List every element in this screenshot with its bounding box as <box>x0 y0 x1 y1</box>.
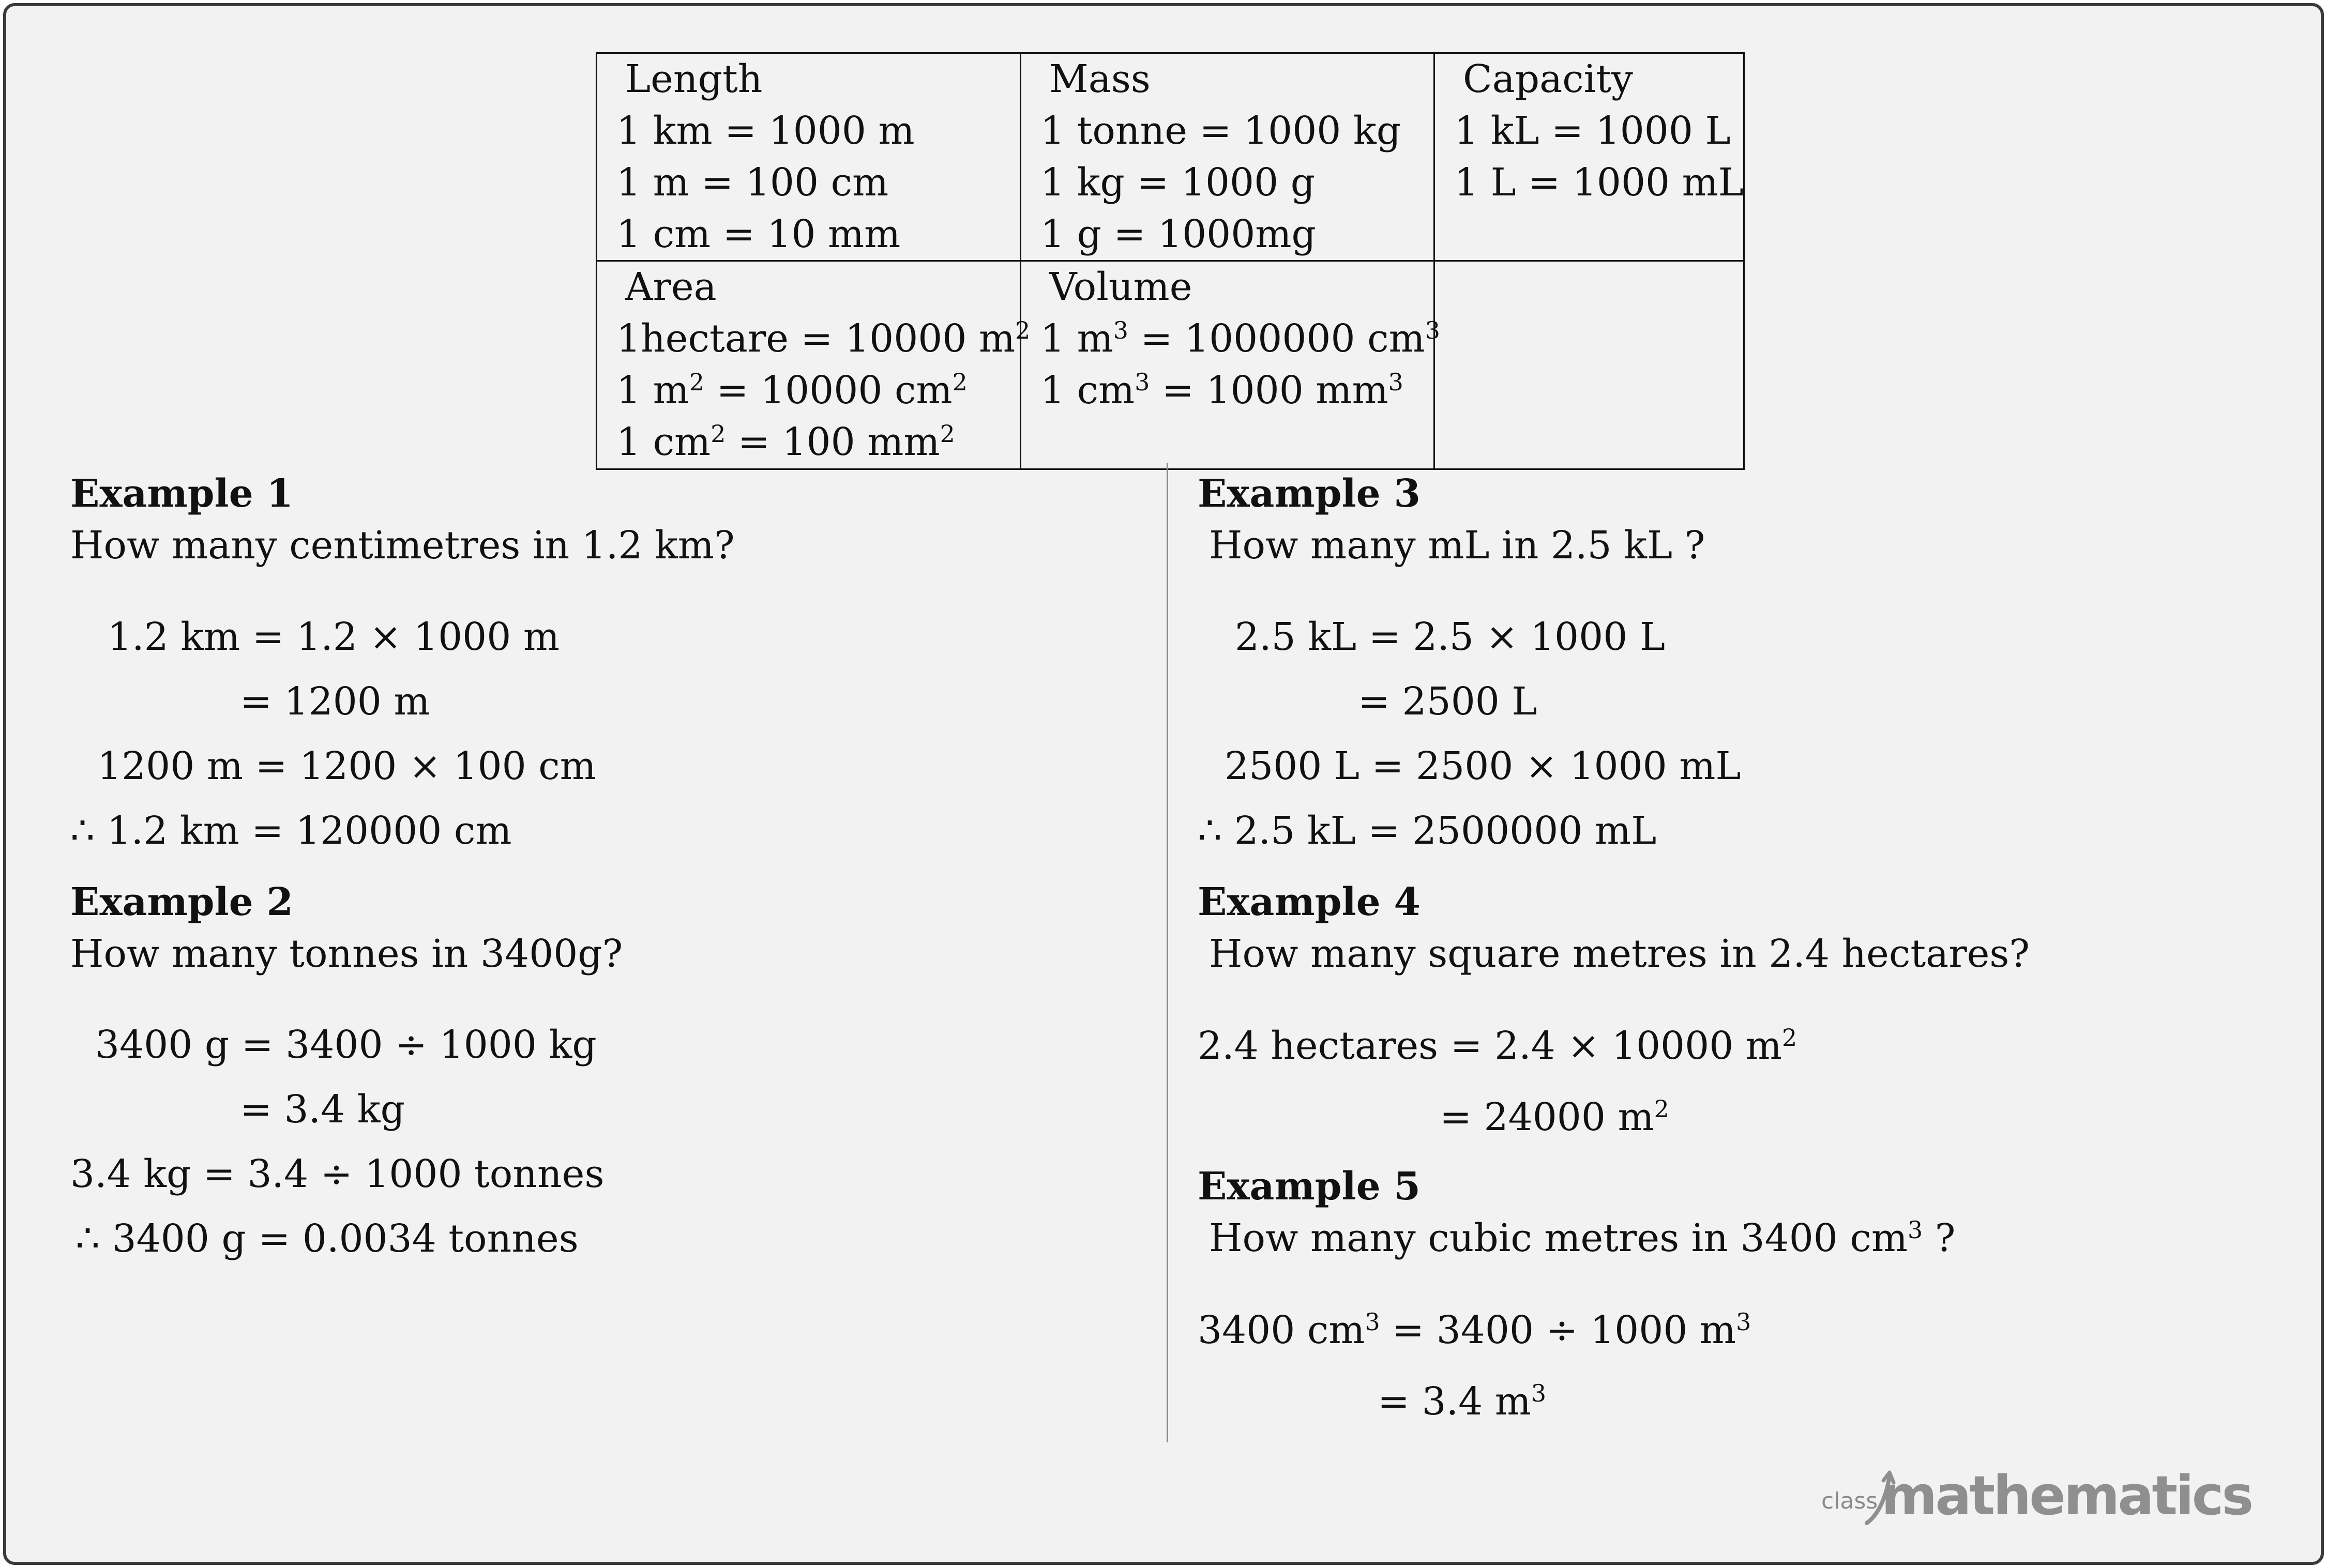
example-5-question: How many cubic metres in 3400 $cm^3$ ? <box>1209 1215 1956 1260</box>
capacity-line: 1 kL = 1000 L <box>1454 109 1731 153</box>
area-heading: Area <box>625 265 717 309</box>
example-2-title: Example 2 <box>70 880 293 924</box>
example-5-answer: = 3.4 $m^3$ <box>1378 1379 1547 1424</box>
logo-big-text: mathematics <box>1881 1464 2252 1527</box>
example-3-question: How many mL in 2.5 kL ? <box>1209 523 1705 568</box>
length-line: 1 cm = 10 mm <box>616 212 901 256</box>
area-line: 1 $m^2 = 10000$ $cm^2$ <box>616 368 968 413</box>
example-5-step: 3400 $cm^3 = 3400 \div 1000$ $m^3$ <box>1198 1307 1751 1352</box>
mass-heading: Mass <box>1049 57 1151 101</box>
example-1-step: = 1200 m <box>240 679 430 724</box>
example-3-step: = 2500 L <box>1358 679 1537 724</box>
logo-small-text: class <box>1821 1488 1878 1514</box>
example-2-question: How many tonnes in 3400g? <box>70 932 623 976</box>
worksheet-frame <box>3 3 2324 1565</box>
example-2-step: 3400 g = 3400 ÷ 1000 kg <box>95 1023 597 1067</box>
mass-line: 1 kg = 1000 g <box>1040 160 1316 205</box>
example-4-question: How many square metres in 2.4 hectares? <box>1209 932 2030 976</box>
volume-line: 1 $cm^3 = 1000$ $mm^3$ <box>1040 368 1403 413</box>
example-5-title: Example 5 <box>1198 1164 1421 1209</box>
example-1-step: 1.2 km = 1.2 × 1000 m <box>108 615 560 659</box>
area-line: 1hectare = 10000 $m^2$ <box>616 316 1031 361</box>
volume-line: 1 $m^3 = 1000000$ $cm^3$ <box>1040 316 1440 361</box>
example-2-answer: ∴ 3400 g = 0.0034 tonnes <box>75 1216 579 1261</box>
table-divider <box>597 260 1743 262</box>
mass-line: 1 g = 1000mg <box>1040 212 1316 256</box>
example-3-answer: ∴ 2.5 kL = 2500000 mL <box>1198 809 1657 853</box>
example-4-step: 2.4 hectares = 2.4 × 10000 $m^2$ <box>1198 1023 1797 1068</box>
example-2-step: 3.4 kg = 3.4 ÷ 1000 tonnes <box>70 1152 605 1196</box>
example-1-title: Example 1 <box>70 471 293 516</box>
length-line: 1 m = 100 cm <box>616 160 889 205</box>
capacity-heading: Capacity <box>1463 57 1633 101</box>
length-heading: Length <box>625 57 763 101</box>
example-1-step: 1200 m = 1200 × 100 cm <box>97 744 596 788</box>
example-1-answer: ∴ 1.2 km = 120000 cm <box>70 809 512 853</box>
capacity-line: 1 L = 1000 mL <box>1454 160 1744 205</box>
area-line: 1 $cm^2 = 100$ $mm^2$ <box>616 419 955 464</box>
example-1-question: How many centimetres in 1.2 km? <box>70 523 735 568</box>
mass-line: 1 tonne = 1000 kg <box>1040 109 1401 153</box>
example-3-step: 2500 L = 2500 × 1000 mL <box>1225 744 1741 788</box>
column-divider <box>1167 463 1168 1442</box>
example-4-title: Example 4 <box>1198 880 1421 924</box>
example-4-answer: = 24000 $m^2$ <box>1440 1094 1669 1139</box>
volume-heading: Volume <box>1049 265 1192 309</box>
length-line: 1 km = 1000 m <box>616 109 915 153</box>
example-3-step: 2.5 kL = 2.5 × 1000 L <box>1235 615 1665 659</box>
example-3-title: Example 3 <box>1198 471 1421 516</box>
example-2-step: = 3.4 kg <box>240 1087 405 1132</box>
